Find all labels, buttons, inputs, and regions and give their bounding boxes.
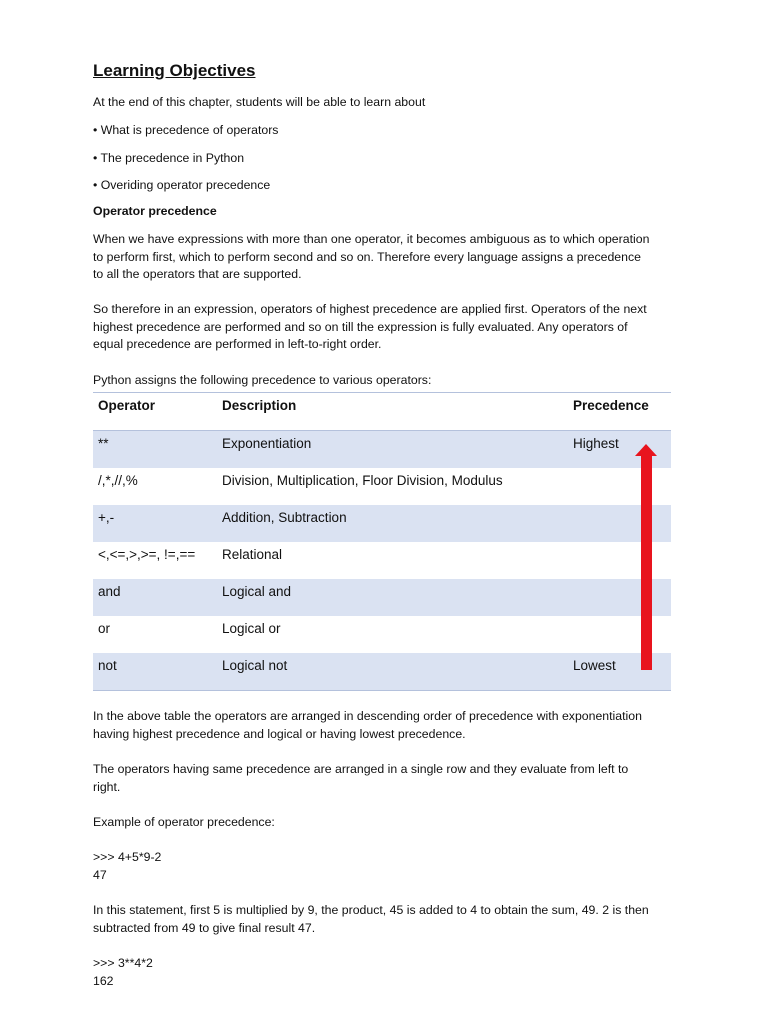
paragraph: Example of operator precedence:	[93, 815, 275, 829]
cell-operator: or	[98, 621, 111, 636]
objective-item: • The precedence in Python	[93, 151, 245, 165]
cell-description: Division, Multiplication, Floor Division, Modulus	[222, 473, 503, 488]
cell-description: Logical and	[222, 584, 292, 599]
header-description: Description	[222, 398, 297, 413]
intro-text: At the end of this chapter, students will be able to learn about	[93, 95, 426, 109]
cell-description: Logical or	[222, 621, 281, 636]
arrow-up-icon	[635, 444, 657, 456]
paragraph: Python assigns the following precedence to various operators:	[93, 373, 432, 387]
table-row	[93, 579, 671, 616]
cell-description: Exponentiation	[222, 436, 312, 451]
paragraph: In the above table the operators are arranged in descending order of precedence with exponentiation having highest precedence and logical or having lowest precedence.	[93, 709, 642, 741]
cell-description: Addition, Subtraction	[222, 510, 347, 525]
code-result: 47	[93, 868, 107, 882]
objective-item: • What is precedence of operators	[93, 123, 279, 137]
table-header-row	[93, 393, 671, 431]
cell-precedence: Lowest	[573, 658, 616, 673]
table-row	[93, 616, 671, 653]
paragraph: When we have expressions with more than one operator, it becomes ambiguous as to which operation to perform first, which to perform second and so on. Therefore every language assigns a precedence to all the operators that are supported.	[93, 232, 650, 281]
cell-operator: <,<=,>,>=, !=,==	[98, 547, 196, 562]
table-row	[93, 653, 671, 690]
objective-item: • Overiding operator precedence	[93, 178, 271, 192]
header-operator: Operator	[98, 398, 156, 413]
cell-operator: /,*,//,%	[98, 473, 138, 488]
cell-operator: **	[98, 436, 109, 451]
page-title: Learning Objectives	[93, 61, 256, 80]
table-row	[93, 468, 671, 505]
cell-description: Relational	[222, 547, 283, 562]
code-example: >>> 3**4*2	[93, 956, 153, 970]
precedence-arrow-shaft	[641, 455, 652, 670]
paragraph: The operators having same precedence are arranged in a single row and they evaluate from left to right.	[93, 762, 629, 794]
section-heading: Operator precedence	[93, 204, 217, 218]
header-precedence: Precedence	[573, 398, 649, 413]
cell-description: Logical not	[222, 658, 288, 673]
precedence-table	[93, 392, 671, 691]
cell-operator: and	[98, 584, 121, 599]
table-row	[93, 431, 671, 468]
cell-operator: +,-	[98, 510, 115, 525]
paragraph: So therefore in an expression, operators of highest precedence are applied first. Operators of the next highest precedence are performed and so on till the expression is fully evaluated. Any operators of equal precedence are performed in left-to-right order.	[93, 302, 647, 351]
paragraph: In this statement, first 5 is multiplied by 9, the product, 45 is added to 4 to obtain the sum, 49. 2 is then subtracted from 49 to give final result 47.	[93, 903, 649, 935]
table-row	[93, 542, 671, 579]
table-row	[93, 505, 671, 542]
code-example: >>> 4+5*9-2	[93, 850, 162, 864]
code-result: 162	[93, 974, 114, 988]
cell-operator: not	[98, 658, 117, 673]
cell-precedence: Highest	[573, 436, 619, 451]
